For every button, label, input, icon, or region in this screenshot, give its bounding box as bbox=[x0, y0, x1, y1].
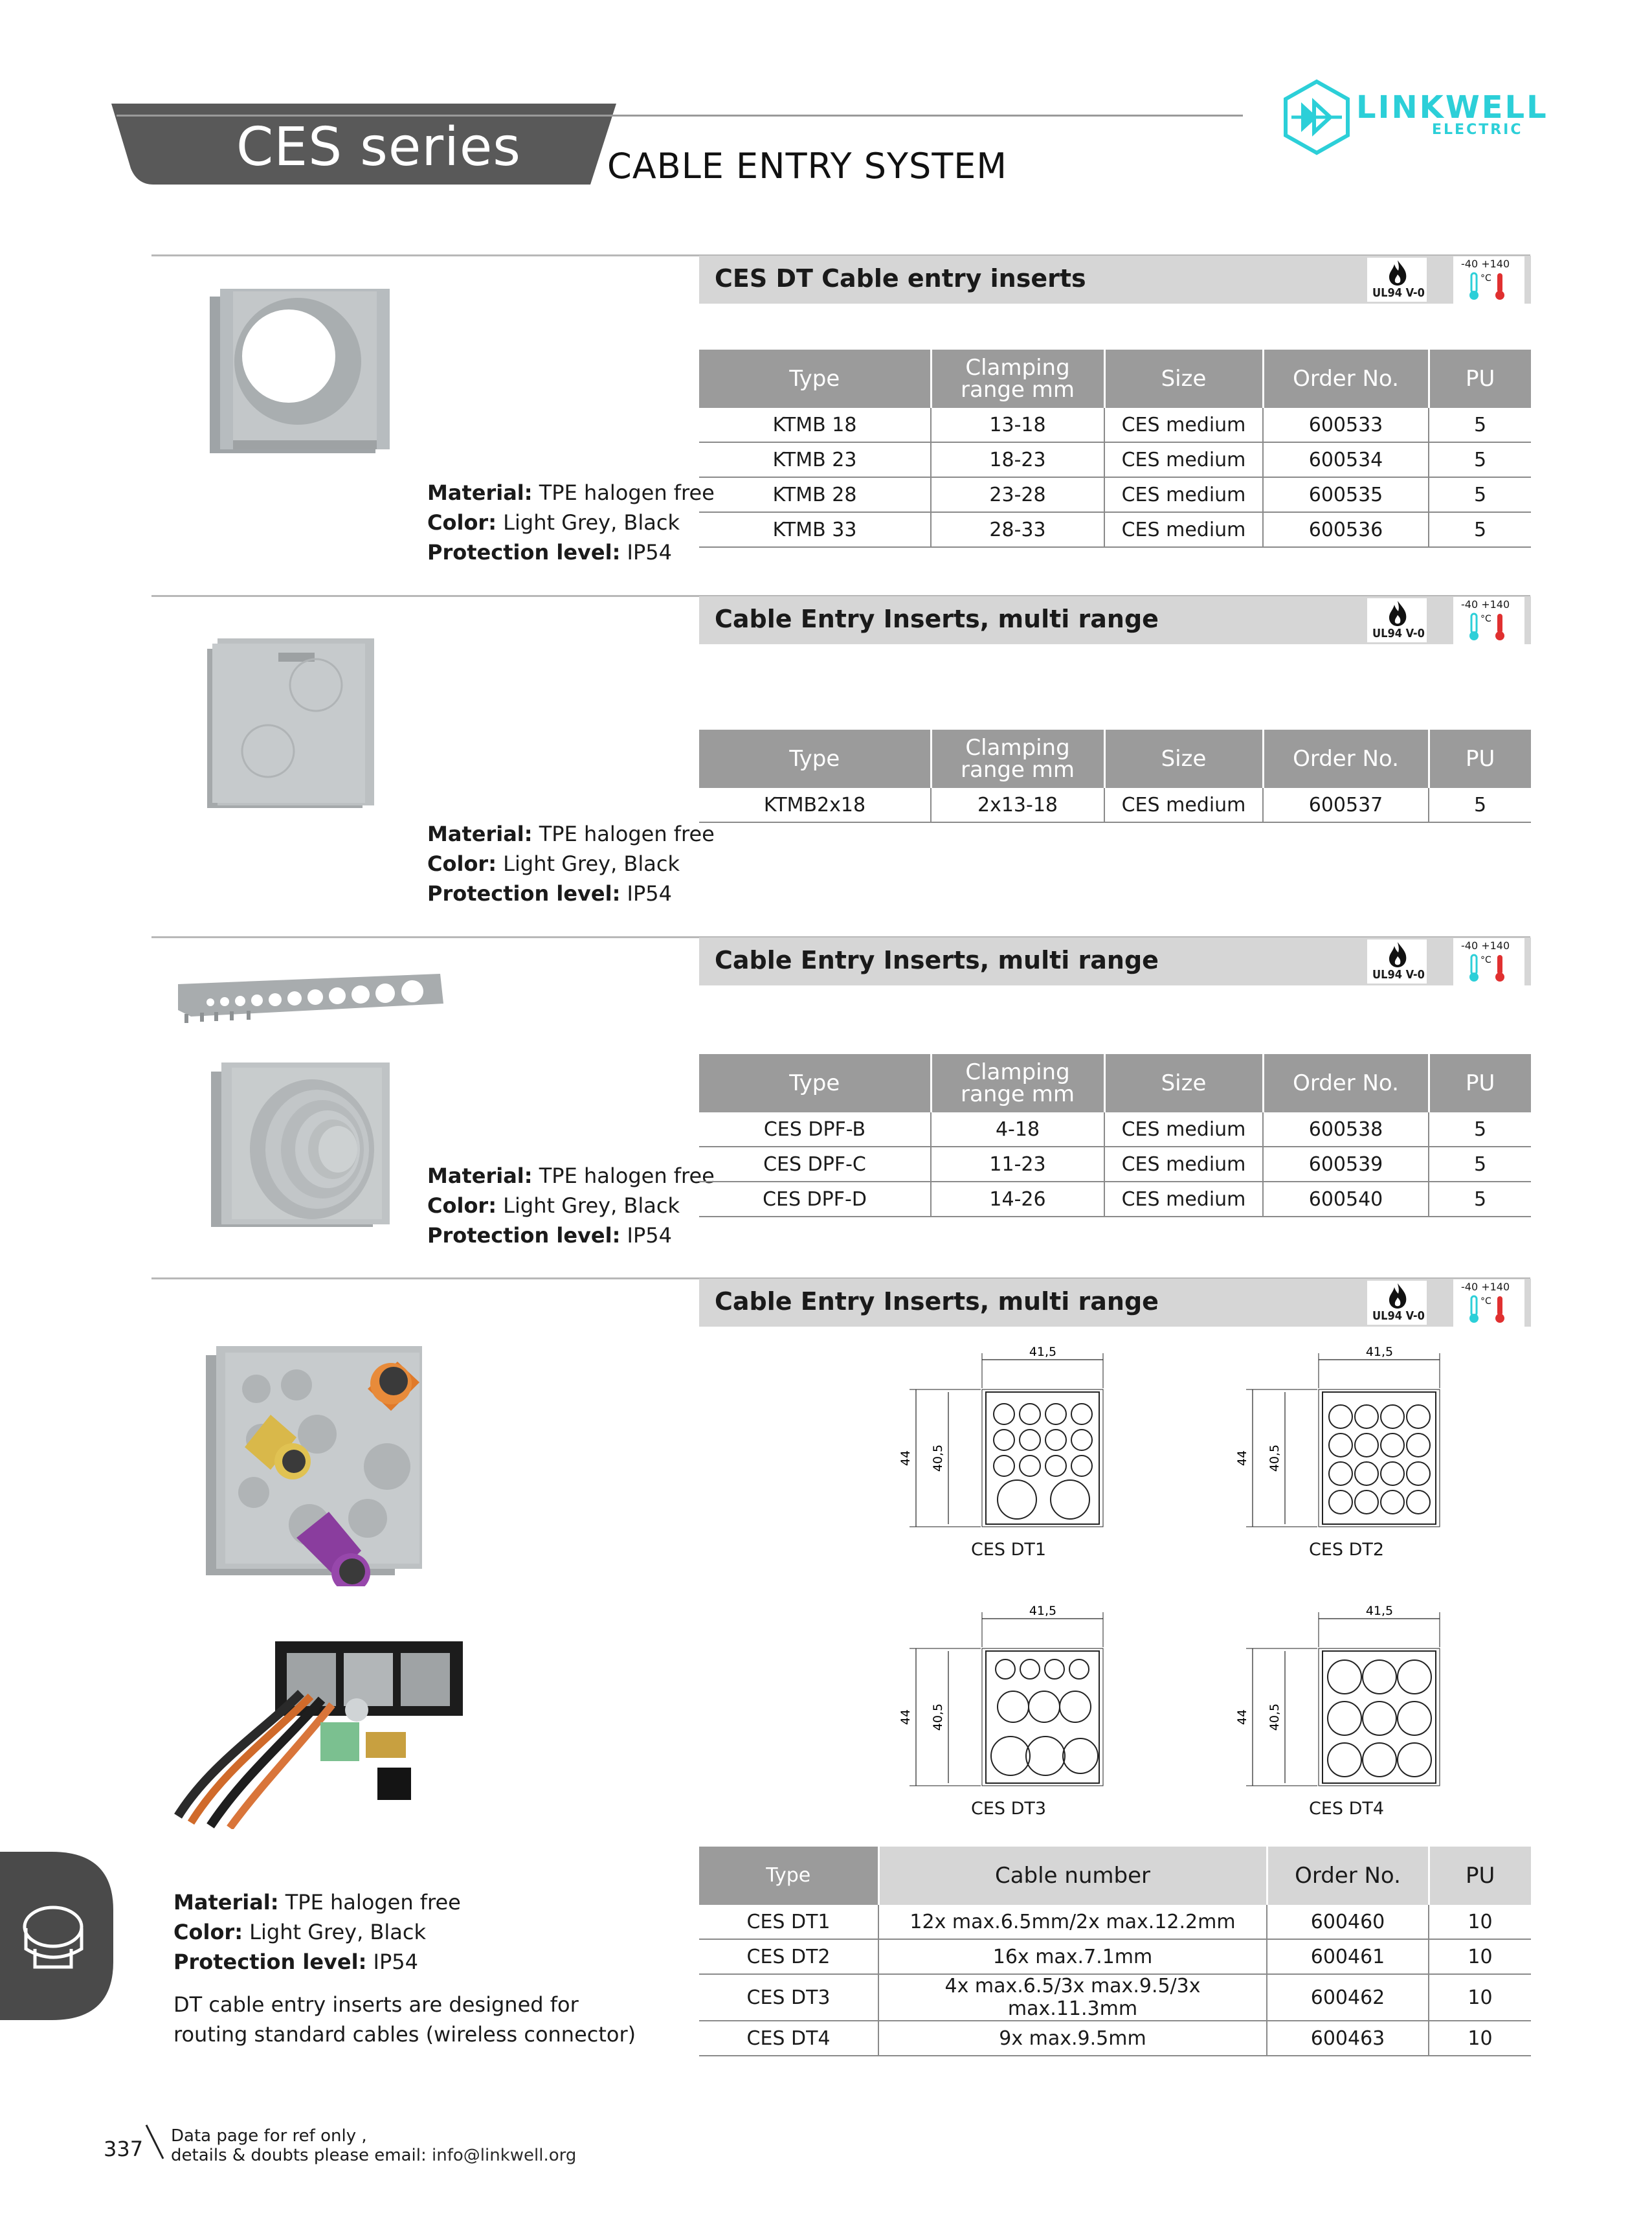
cell: 5 bbox=[1429, 408, 1531, 442]
dim-inner-height: 40,5 bbox=[1267, 1444, 1282, 1472]
material-label: Material: bbox=[427, 480, 533, 505]
footer-note bbox=[171, 2126, 576, 2165]
temperature-badge bbox=[1453, 256, 1524, 304]
ul94-badge bbox=[1367, 258, 1427, 302]
cell: CES DT2 bbox=[699, 1939, 878, 1974]
cell: KTMB 18 bbox=[699, 408, 931, 442]
dim-outer-height: 44 bbox=[1235, 1450, 1249, 1467]
cell: 16x max.7.1mm bbox=[878, 1939, 1267, 1974]
color-label: Color: bbox=[173, 1920, 243, 1944]
ul94-label: UL94 V-0 bbox=[1372, 1309, 1425, 1323]
material-info bbox=[173, 1887, 461, 1977]
cell: 5 bbox=[1429, 1112, 1531, 1147]
cell: 5 bbox=[1429, 442, 1531, 477]
ul94-label: UL94 V-0 bbox=[1372, 968, 1425, 982]
cell: 600461 bbox=[1267, 1939, 1429, 1974]
drawing-ces-dt4 bbox=[1227, 1593, 1460, 1790]
cell: KTMB 33 bbox=[699, 512, 931, 547]
color-value: Light Grey, Black bbox=[497, 510, 680, 535]
protection-label: Protection level: bbox=[427, 881, 621, 906]
ul94-badge bbox=[1367, 1281, 1427, 1325]
section-title: CES DT Cable entry inserts bbox=[715, 264, 1086, 293]
col-pu: PU bbox=[1429, 350, 1531, 408]
col-size: Size bbox=[1104, 1054, 1263, 1112]
table-row bbox=[699, 477, 1531, 512]
cell: 2x13-18 bbox=[931, 788, 1104, 822]
svg-text:°C: °C bbox=[1480, 1296, 1491, 1307]
dim-inner-height: 40,5 bbox=[1267, 1703, 1282, 1731]
col-clamping: Clamping range mm bbox=[931, 1054, 1104, 1112]
cell: CES medium bbox=[1104, 1147, 1263, 1182]
protection-value: IP54 bbox=[620, 1223, 672, 1248]
color-value: Light Grey, Black bbox=[243, 1920, 426, 1944]
drawing-label: CES DT3 bbox=[971, 1799, 1047, 1819]
temperature-badge bbox=[1453, 1279, 1524, 1327]
col-size: Size bbox=[1104, 350, 1263, 408]
table-row bbox=[699, 408, 1531, 442]
dt-insert-with-cables-image bbox=[206, 1343, 432, 1586]
col-pu: PU bbox=[1429, 1847, 1531, 1905]
cell: CES medium bbox=[1104, 477, 1263, 512]
protection-label: Protection level: bbox=[173, 1950, 367, 1974]
drawing-label: CES DT2 bbox=[1309, 1540, 1385, 1560]
dim-width: 41,5 bbox=[1029, 1604, 1057, 1618]
cell: 4-18 bbox=[931, 1112, 1104, 1147]
dim-width: 41,5 bbox=[1365, 1345, 1394, 1359]
table-row bbox=[699, 512, 1531, 547]
col-order: Order No. bbox=[1263, 1054, 1429, 1112]
col-size: Size bbox=[1104, 730, 1263, 788]
temperature-unit: °C bbox=[1480, 273, 1491, 284]
dim-inner-height: 40,5 bbox=[931, 1444, 945, 1472]
linkwell-logo-icon bbox=[1278, 79, 1355, 155]
section-title: Cable Entry Inserts, multi range bbox=[715, 1287, 1159, 1316]
cell: 10 bbox=[1429, 1939, 1531, 1974]
cell: 23-28 bbox=[931, 477, 1104, 512]
footer-line: details & doubts please email: bbox=[171, 2146, 432, 2165]
cell: CES medium bbox=[1104, 788, 1263, 822]
color-label: Color: bbox=[427, 510, 497, 535]
cell: 13-18 bbox=[931, 408, 1104, 442]
cell: 11-23 bbox=[931, 1147, 1104, 1182]
cell: CES medium bbox=[1104, 408, 1263, 442]
ul94-badge bbox=[1367, 598, 1427, 642]
table-row bbox=[699, 1112, 1531, 1147]
cell: 5 bbox=[1429, 1147, 1531, 1182]
section-title: Cable Entry Inserts, multi range bbox=[715, 605, 1159, 633]
table-row bbox=[699, 2021, 1531, 2056]
series-title: CES series bbox=[236, 117, 522, 178]
color-value: Light Grey, Black bbox=[497, 1193, 680, 1218]
cell: CES DT1 bbox=[699, 1905, 878, 1939]
footer-email-link[interactable]: info@linkwell.org bbox=[432, 2146, 577, 2165]
material-info bbox=[427, 1161, 715, 1250]
svg-text:°C: °C bbox=[1480, 955, 1491, 965]
cell: 600534 bbox=[1263, 442, 1429, 477]
temperature-range: -40 +140 bbox=[1461, 598, 1510, 611]
dim-outer-height: 44 bbox=[1235, 1709, 1249, 1726]
col-type: Type bbox=[699, 730, 931, 788]
material-value: TPE halogen free bbox=[278, 1890, 461, 1915]
cell: CES medium bbox=[1104, 1112, 1263, 1147]
col-order: Order No. bbox=[1267, 1847, 1429, 1905]
svg-text:°C: °C bbox=[1480, 614, 1491, 624]
cell: 5 bbox=[1429, 512, 1531, 547]
cell: 10 bbox=[1429, 1905, 1531, 1939]
dpf-strip-image bbox=[172, 971, 443, 1036]
cell: 9x max.9.5mm bbox=[878, 2021, 1267, 2056]
cell: CES DPF-D bbox=[699, 1182, 931, 1217]
table-row bbox=[699, 788, 1531, 822]
cell: 600460 bbox=[1267, 1905, 1429, 1939]
drawing-ces-dt1 bbox=[890, 1334, 1123, 1531]
ul94-label: UL94 V-0 bbox=[1372, 627, 1425, 640]
material-value: TPE halogen free bbox=[532, 1164, 715, 1188]
dim-inner-height: 40,5 bbox=[931, 1703, 945, 1731]
cell: 5 bbox=[1429, 1182, 1531, 1217]
dt-description-line: DT cable entry inserts are designed for bbox=[173, 1992, 579, 2017]
cell: CES DT4 bbox=[699, 2021, 878, 2056]
dim-outer-height: 44 bbox=[899, 1450, 913, 1467]
material-label: Material: bbox=[173, 1890, 279, 1915]
side-category-tab bbox=[0, 1852, 113, 2020]
table-row bbox=[699, 442, 1531, 477]
cell: 10 bbox=[1429, 2021, 1531, 2056]
protection-value: IP54 bbox=[366, 1950, 418, 1974]
col-pu: PU bbox=[1429, 730, 1531, 788]
protection-label: Protection level: bbox=[427, 540, 621, 565]
temperature-range: -40 +140 bbox=[1461, 258, 1510, 270]
cell: CES medium bbox=[1104, 442, 1263, 477]
dt-description-line: routing standard cables (wireless connector) bbox=[173, 2022, 636, 2047]
spec-table-ktmb bbox=[699, 350, 1531, 548]
cell: CES DPF-C bbox=[699, 1147, 931, 1182]
cell: 600536 bbox=[1263, 512, 1429, 547]
color-value: Light Grey, Black bbox=[497, 851, 680, 876]
section-title: Cable Entry Inserts, multi range bbox=[715, 946, 1159, 974]
cell: 28-33 bbox=[931, 512, 1104, 547]
drawing-label: CES DT1 bbox=[971, 1540, 1047, 1560]
cell: KTMB 23 bbox=[699, 442, 931, 477]
col-order: Order No. bbox=[1263, 350, 1429, 408]
dpf-insert-image bbox=[208, 1059, 403, 1230]
dt-description bbox=[173, 1990, 636, 2049]
cell: 600538 bbox=[1263, 1112, 1429, 1147]
cell: 4x max.6.5/3x max.9.5/3x max.11.3mm bbox=[878, 1974, 1267, 2021]
cell: 600537 bbox=[1263, 788, 1429, 822]
spec-table-dt bbox=[699, 1847, 1531, 2056]
spec-table-dpf bbox=[699, 1054, 1531, 1217]
spec-table-ktmb2x18 bbox=[699, 730, 1531, 823]
material-info bbox=[427, 478, 715, 567]
color-label: Color: bbox=[427, 851, 497, 876]
page-number: 337 bbox=[104, 2137, 144, 2161]
ul94-badge bbox=[1367, 939, 1427, 984]
drawing-label: CES DT4 bbox=[1309, 1799, 1385, 1819]
dim-width: 41,5 bbox=[1029, 1345, 1057, 1359]
col-type: Type bbox=[699, 350, 931, 408]
col-pu: PU bbox=[1429, 1054, 1531, 1112]
temperature-range: -40 +140 bbox=[1461, 939, 1510, 952]
material-value: TPE halogen free bbox=[532, 480, 715, 505]
drawing-ces-dt3 bbox=[890, 1593, 1123, 1790]
ul94-label: UL94 V-0 bbox=[1372, 286, 1425, 300]
table-row bbox=[699, 1905, 1531, 1939]
table-header-row bbox=[699, 730, 1531, 788]
cell: 600535 bbox=[1263, 477, 1429, 512]
dim-width: 41,5 bbox=[1365, 1604, 1394, 1618]
ktmb-insert-image bbox=[207, 285, 395, 456]
material-info bbox=[427, 819, 715, 908]
cell: 18-23 bbox=[931, 442, 1104, 477]
cell: CES DPF-B bbox=[699, 1112, 931, 1147]
dt-frame-with-connectors-image bbox=[172, 1635, 466, 1829]
protection-value: IP54 bbox=[620, 540, 672, 565]
temperature-range: -40 +140 bbox=[1461, 1281, 1510, 1293]
cell: 600533 bbox=[1263, 408, 1429, 442]
header-rule bbox=[117, 115, 1243, 117]
footer-line: Data page for ref only , bbox=[171, 2126, 367, 2146]
cell: 600539 bbox=[1263, 1147, 1429, 1182]
col-type: Type bbox=[699, 1054, 931, 1112]
table-header-row bbox=[699, 1054, 1531, 1112]
table-row bbox=[699, 1939, 1531, 1974]
protection-label: Protection level: bbox=[427, 1223, 621, 1248]
cell: KTMB 28 bbox=[699, 477, 931, 512]
footer-slash bbox=[144, 2124, 166, 2160]
col-type: Type bbox=[699, 1847, 878, 1905]
cell: CES medium bbox=[1104, 512, 1263, 547]
cell: KTMB2x18 bbox=[699, 788, 931, 822]
col-clamping: Clamping range mm bbox=[931, 730, 1104, 788]
drawing-ces-dt2 bbox=[1227, 1334, 1460, 1531]
col-cable-number: Cable number bbox=[878, 1847, 1267, 1905]
brand-sub: ELECTRIC bbox=[1432, 122, 1523, 138]
cell: 600462 bbox=[1267, 1974, 1429, 2021]
cell: CES DT3 bbox=[699, 1974, 878, 2021]
cell: 5 bbox=[1429, 477, 1531, 512]
cell: 12x max.6.5mm/2x max.12.2mm bbox=[878, 1905, 1267, 1939]
brand-name: LINKWELL bbox=[1356, 89, 1548, 126]
table-header-row bbox=[699, 350, 1531, 408]
cell: CES medium bbox=[1104, 1182, 1263, 1217]
material-value: TPE halogen free bbox=[532, 822, 715, 846]
temperature-badge bbox=[1453, 938, 1524, 986]
cell: 5 bbox=[1429, 788, 1531, 822]
ktmb2x18-insert-image bbox=[206, 635, 375, 811]
color-label: Color: bbox=[427, 1193, 497, 1218]
table-row bbox=[699, 1147, 1531, 1182]
material-label: Material: bbox=[427, 822, 533, 846]
table-row bbox=[699, 1182, 1531, 1217]
page-subtitle: CABLE ENTRY SYSTEM bbox=[607, 146, 1008, 186]
dim-outer-height: 44 bbox=[899, 1709, 913, 1726]
cell: 10 bbox=[1429, 1974, 1531, 2021]
cell: 14-26 bbox=[931, 1182, 1104, 1217]
col-clamping: Clamping range mm bbox=[931, 350, 1104, 408]
temperature-badge bbox=[1453, 597, 1524, 645]
material-label: Material: bbox=[427, 1164, 533, 1188]
cell: 600463 bbox=[1267, 2021, 1429, 2056]
cell: 600540 bbox=[1263, 1182, 1429, 1217]
col-order: Order No. bbox=[1263, 730, 1429, 788]
table-header-row bbox=[699, 1847, 1531, 1905]
protection-value: IP54 bbox=[620, 881, 672, 906]
table-row bbox=[699, 1974, 1531, 2021]
